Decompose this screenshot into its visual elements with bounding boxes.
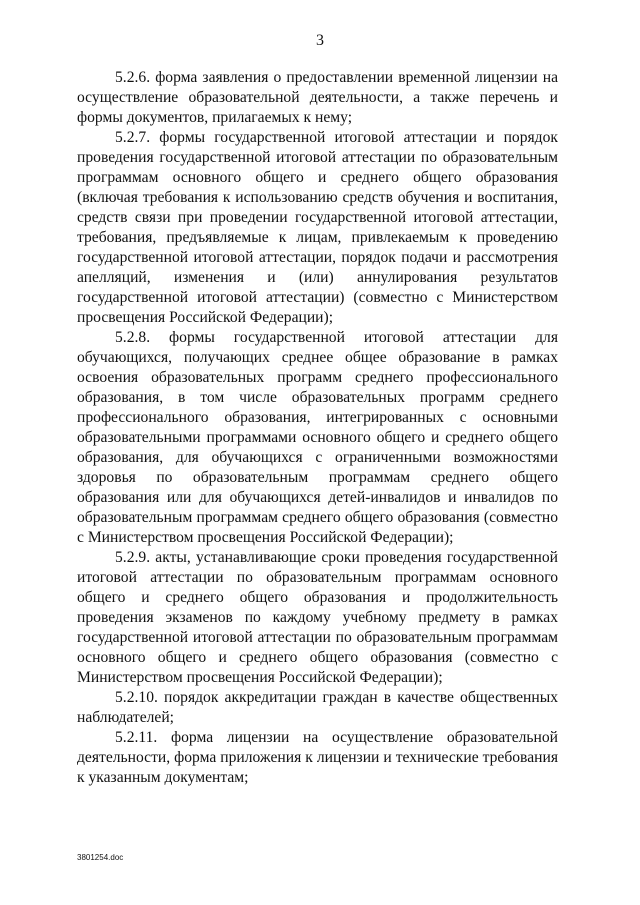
paragraph-5-2-7: 5.2.7. формы государственной итоговой аттестации и порядок проведения государственной итоговой аттестации по образовательным программам основного общего и среднего общего образования (включая требования к использованию средств обучения и воспитания, средств связи при проведении государственной итоговой аттестации, требования, предъявляемые к лицам, привлекаемым к проведению государственной итоговой аттестации, порядок подачи и рассмотрения апелляций, изменения и (или) аннулирования результатов государственной итоговой аттестации) (совместно с Министерством просвещения Российской Федерации); (77, 129, 558, 326)
page-number: 3 (316, 32, 324, 49)
document-filename: 3801254.doc (77, 853, 124, 862)
document-body (77, 68, 558, 788)
paragraph-5-2-9: 5.2.9. акты, устанавливающие сроки проведения государственной итоговой аттестации по образовательным программам основного общего и среднего общего образования и продолжительность проведения экзаменов по каждому учебному предмету в рамках государственной итоговой аттестации по образовательным программам основного общего и среднего общего образования (совместно с Министерством просвещения Российской Федерации); (77, 549, 558, 686)
paragraph-5-2-8: 5.2.8. формы государственной итоговой аттестации для обучающихся, получающих среднее общее образование в рамках освоения образовательных программ среднего профессионального образования, в том числе образовательных программ среднего профессионального образования, интегрированных с основными образовательными программами основного общего и среднего общего образования, для обучающихся с ограниченными возможностями здоровья по образовательным программам среднего общего образования или для обучающихся детей-инвалидов и инвалидов по образовательным программам среднего общего образования (совместно с Министерством просвещения Российской Федерации); (77, 329, 558, 546)
paragraph-5-2-6: 5.2.6. форма заявления о предоставлении временной лицензии на осуществление образовательной деятельности, а также перечень и формы документов, прилагаемых к нему; (77, 69, 558, 126)
paragraph-5-2-11: 5.2.11. форма лицензии на осуществление образовательной деятельности, форма приложения к лицензии и технические требования к указанным документам; (77, 729, 558, 786)
paragraph-5-2-10: 5.2.10. порядок аккредитации граждан в качестве общественных наблюдателей; (77, 689, 558, 726)
